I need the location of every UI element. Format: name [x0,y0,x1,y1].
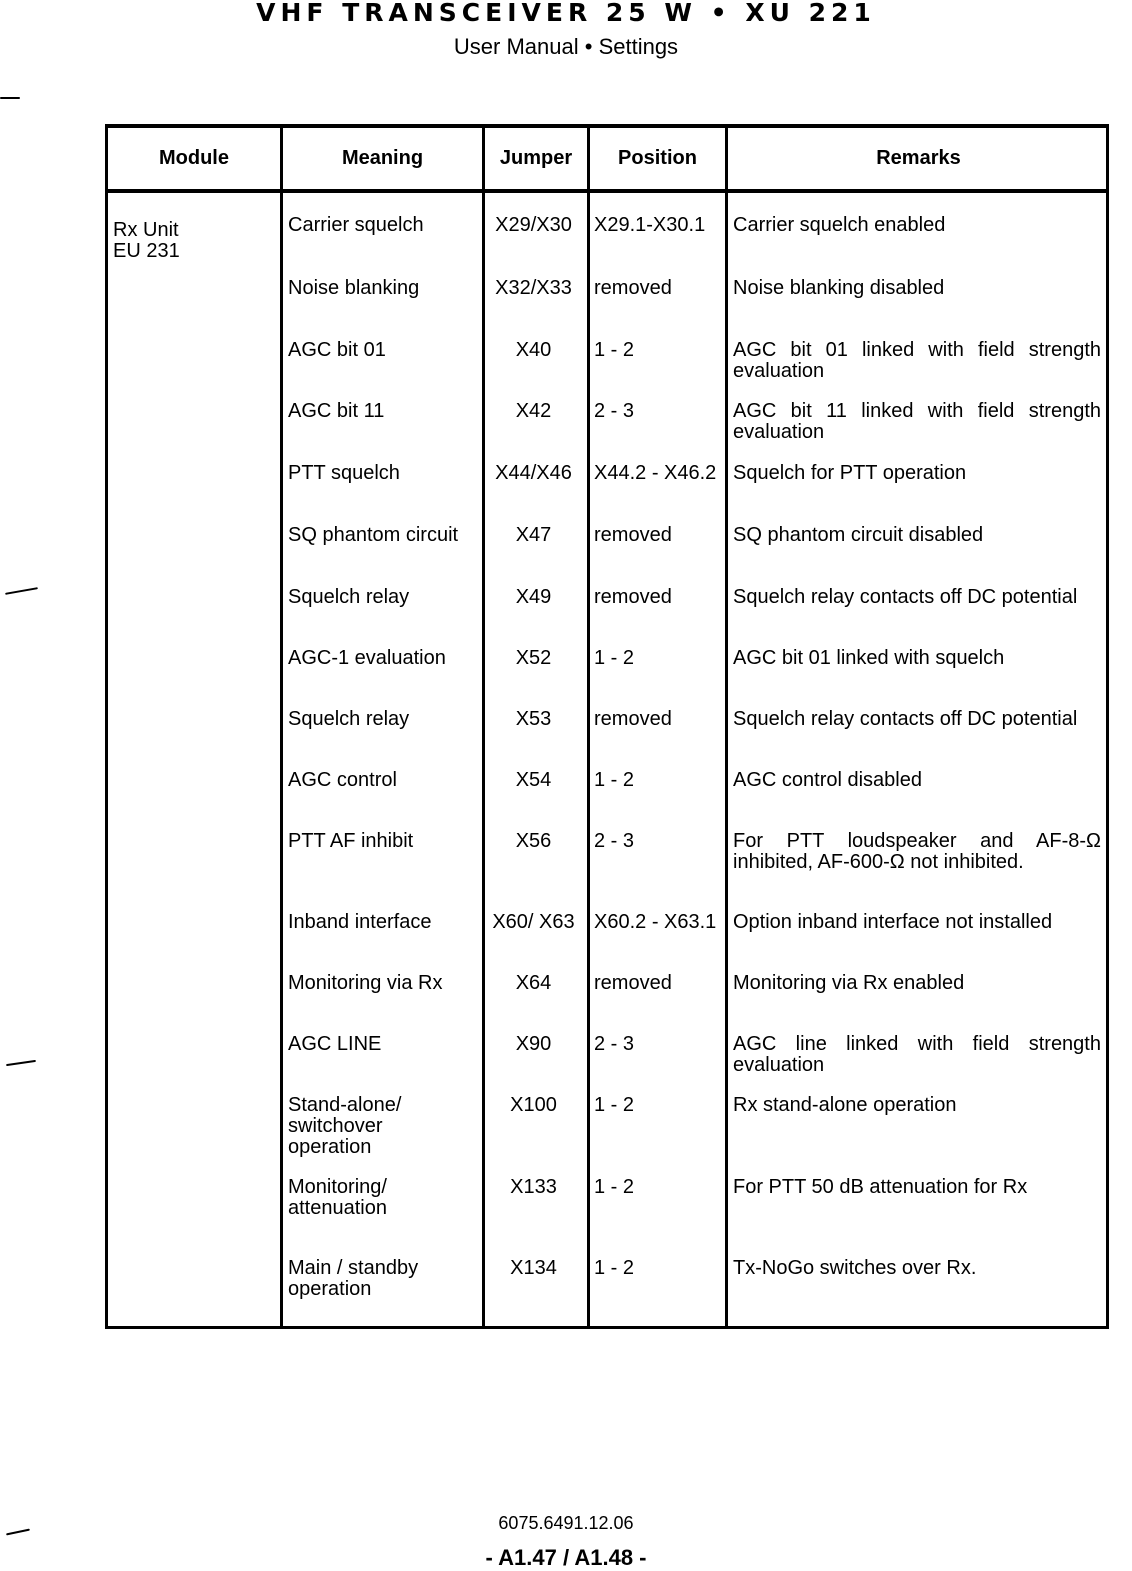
jumper-cell: X100 [510,1094,557,1116]
meaning-cell: Squelch relay [288,708,410,730]
meaning-cell: AGC LINE [288,1033,382,1055]
position-cell: 1 - 2 [594,1257,635,1279]
column-divider [587,128,590,1326]
meaning-cell: Monitoring/ attenuation [288,1176,387,1219]
margin-mark [5,587,38,595]
jumper-cell: X44/X46 [495,462,572,484]
remarks-cell: Monitoring via Rx enabled [733,972,965,994]
remarks-cell: SQ phantom circuit disabled [733,524,984,546]
jumper-cell: X47 [515,524,552,546]
position-cell: removed [594,524,672,546]
meaning-cell: Noise blanking [288,277,420,299]
meaning-cell: Carrier squelch [288,214,424,236]
remarks-cell: AGC bit 11 linked with field strength evaluation [733,400,1101,443]
meaning-cell: AGC-1 evaluation [288,647,446,669]
jumper-cell: X64 [515,972,552,994]
position-cell: 1 - 2 [594,1176,635,1198]
remarks-cell: Rx stand-alone operation [733,1094,957,1116]
column-header-position: Position [618,147,697,169]
remarks-cell: Squelch relay contacts off DC potential [733,708,1078,730]
position-cell: 1 - 2 [594,769,635,791]
position-cell: removed [594,972,672,994]
column-divider [280,128,283,1326]
jumper-cell: X49 [515,586,552,608]
margin-mark [6,1060,36,1066]
jumper-cell: X40 [515,339,552,361]
position-cell: 1 - 2 [594,1094,635,1116]
column-header-remarks: Remarks [876,147,961,169]
meaning-cell: AGC bit 01 [288,339,386,361]
meaning-cell: SQ phantom circuit [288,524,459,546]
meaning-cell: Inband interface [288,911,432,933]
position-cell: removed [594,277,672,299]
margin-mark [0,97,20,99]
jumper-cell: X90 [515,1033,552,1055]
remarks-cell: Tx-NoGo switches over Rx. [733,1257,977,1279]
remarks-cell: Noise blanking disabled [733,277,945,299]
remarks-cell: Squelch relay contacts off DC potential [733,586,1078,608]
position-cell: removed [594,708,672,730]
remarks-cell: Squelch for PTT operation [733,462,967,484]
remarks-cell: Option inband interface not installed [733,911,1053,933]
remarks-cell: AGC bit 01 linked with squelch [733,647,1005,669]
position-cell: 2 - 3 [594,1033,635,1055]
remarks-cell: For PTT 50 dB attenuation for Rx [733,1176,1028,1198]
meaning-cell: AGC control [288,769,397,791]
page-number: - A1.47 / A1.48 - [485,1545,647,1570]
position-cell: 1 - 2 [594,339,635,361]
jumper-cell: X29/X30 [495,214,572,236]
jumper-cell: X60/ X63 [492,911,575,933]
position-cell: X60.2 - X63.1 [594,911,717,933]
meaning-cell: Squelch relay [288,586,410,608]
remarks-cell: AGC line linked with field strength evaluation [733,1033,1101,1076]
module-code: EU 231 [113,240,180,262]
column-header-jumper: Jumper [499,147,573,169]
meaning-cell: PTT AF inhibit [288,830,414,852]
jumper-cell: X42 [515,400,552,422]
position-cell: X44.2 - X46.2 [594,462,717,484]
remarks-cell: Carrier squelch enabled [733,214,946,236]
jumper-cell: X133 [510,1176,557,1198]
module-name: Rx Unit [113,219,179,241]
position-cell: 1 - 2 [594,647,635,669]
jumper-cell: X54 [515,769,552,791]
position-cell: 2 - 3 [594,830,635,852]
remarks-cell: AGC bit 01 linked with field strength evaluation [733,339,1101,382]
jumper-cell: X56 [515,830,552,852]
jumper-cell: X134 [510,1257,557,1279]
jumper-cell: X53 [515,708,552,730]
meaning-cell: PTT squelch [288,462,400,484]
remarks-cell: For PTT loudspeaker and AF-8-Ω inhibited, AF-600-Ω not inhibited. [733,830,1101,873]
column-header-meaning: Meaning [341,147,424,169]
header-rule [108,189,1106,193]
page-title: VHF TRANSCEIVER 25 W • XU 221 [256,0,876,27]
document-code: 6075.6491.12.06 [498,1513,634,1533]
jumper-cell: X32/X33 [495,277,572,299]
position-cell: X29.1-X30.1 [594,214,706,236]
column-divider [725,128,728,1326]
position-cell: 2 - 3 [594,400,635,422]
meaning-cell: AGC bit 11 [288,400,385,422]
position-cell: removed [594,586,672,608]
meaning-cell: Main / standby operation [288,1257,419,1300]
meaning-cell: Stand-alone/ switchover operation [288,1094,402,1158]
column-header-module: Module [159,147,229,169]
jumper-cell: X52 [515,647,552,669]
remarks-cell: AGC control disabled [733,769,922,791]
page-subtitle: User Manual • Settings [453,34,679,59]
meaning-cell: Monitoring via Rx [288,972,443,994]
